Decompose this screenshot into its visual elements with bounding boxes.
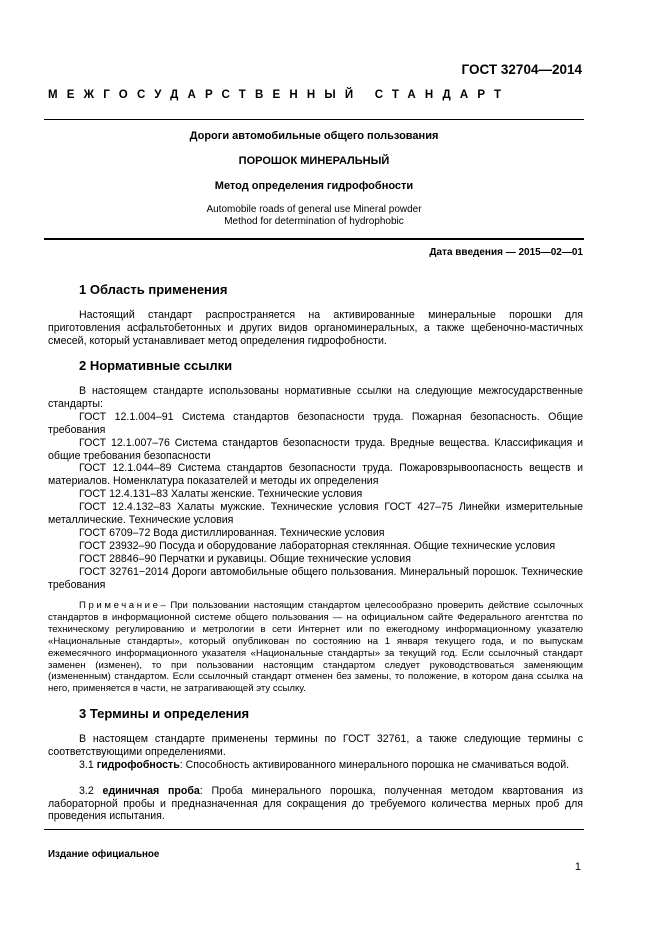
term-1-number: 3.1 [79,758,94,771]
title-line-1: Дороги автомобильные общего пользования [189,130,439,142]
reference-item: ГОСТ 32761−2014 Дороги автомобильные общего пользования. Минеральный порошок. Технические требования [48,565,583,591]
page-number: 1 [574,861,581,873]
section-3-heading: 3 Термины и определения [79,706,250,721]
english-title-line-1: Automobile roads of general use Mineral powder [206,204,422,215]
intro-date: Дата введения — 2015—02—01 [429,247,583,258]
reference-item: ГОСТ 12.4.132–83 Халаты мужские. Технические условия ГОСТ 427–75 Линейки измерительные металлические. Технические условия [48,501,583,527]
title-line-2: ПОРОШОК МИНЕРАЛЬНЫЙ [238,155,390,167]
reference-item: ГОСТ 12.4.131–83 Халаты женские. Технические условия [79,488,363,501]
references-list [48,411,583,592]
title-line-3: Метод определения гидрофобности [214,180,414,192]
section-3-intro: В настоящем стандарте применены термины по ГОСТ 32761, а также следующие термины с соответствующими определениями. [48,733,583,758]
standard-type: МЕЖГОСУДАРСТВЕННЫЙ СТАНДАРТ [48,89,511,101]
reference-item: ГОСТ 6709–72 Вода дистиллированная. Технические условия [79,526,385,539]
reference-item: ГОСТ 28846–90 Перчатки и рукавицы. Общие технические условия [79,552,411,565]
edition-label: Издание официальное [48,849,160,860]
note [48,600,583,695]
header-divider [44,119,584,120]
reference-item: ГОСТ 23932–90 Посуда и оборудование лабораторная стеклянная. Общие технические условия [79,539,556,552]
term-1-definition: : Способность активированного минерального порошка не смачиваться водой. [179,758,570,771]
section-2-heading: 2 Нормативные ссылки [79,358,233,373]
note-label: Примечание [79,600,161,611]
document-number: ГОСТ 32704—2014 [461,62,582,77]
term-1-name: гидрофобность [96,758,180,771]
term-2-definition: : Проба минерального порошка, полученная методом квартования из лабораторной пробы и предназначенная для сокращения до требуемого количества мерных проб для проведения испытания. [48,784,583,823]
section-1-text: Настоящий стандарт распространяется на активированные минеральные порошки для приготовления асфальтобетонных и других видов органоминеральных, а также щебеночно-мастичных смесей, который устанавливает метод определения гидрофобности. [48,309,583,347]
english-title [44,204,584,228]
english-title-line-2: Method for determination of hydrophobic [224,216,404,227]
note-text: – При пользовании настоящим стандартом целесообразно проверить действие ссылочных стандартов в информационной системе общего пользования — на официальном сайте Федерального агентства по техническому регулированию и метрологии в сети Интернет или по ежегодному информационному указателю «Национальные стандарты», который опубликован по состоянию на 1 января текущего года, и по выпускам ежемесячного информационного указателя «Национальные стандарты» за текущий год. Если ссылочный стандарт заменен (изменен), то при пользовании настоящим стандартом следует руководствоваться заменяющим (измененным) стандартом. Если ссылочный стандарт отменен без замены, то положение, в котором дана ссылка на него, применяется в части, не затрагивающей эту ссылку. [48,600,583,695]
term-2 [48,785,583,824]
reference-item: ГОСТ 12.1.044–89 Система стандартов безопасности труда. Пожаровзрывоопасность веществ и материалов. Номенклатура показателей и методы их определения [48,462,583,488]
footer-divider [44,829,584,830]
term-1 [48,759,583,772]
term-2-number: 3.2 [79,784,94,797]
section-1-heading: 1 Область применения [79,282,228,297]
reference-item: ГОСТ 12.1.007–76 Система стандартов безопасности труда. Вредные вещества. Классификация и общие требования безопасности [48,436,583,462]
term-2-name: единичная проба [102,784,200,797]
title-divider [44,238,584,240]
section-2-intro: В настоящем стандарте использованы нормативные ссылки на следующие межгосударственные стандарты: [48,385,583,410]
reference-item: ГОСТ 12.1.004–91 Система стандартов безопасности труда. Пожарная безопасность. Общие требования [48,410,583,436]
